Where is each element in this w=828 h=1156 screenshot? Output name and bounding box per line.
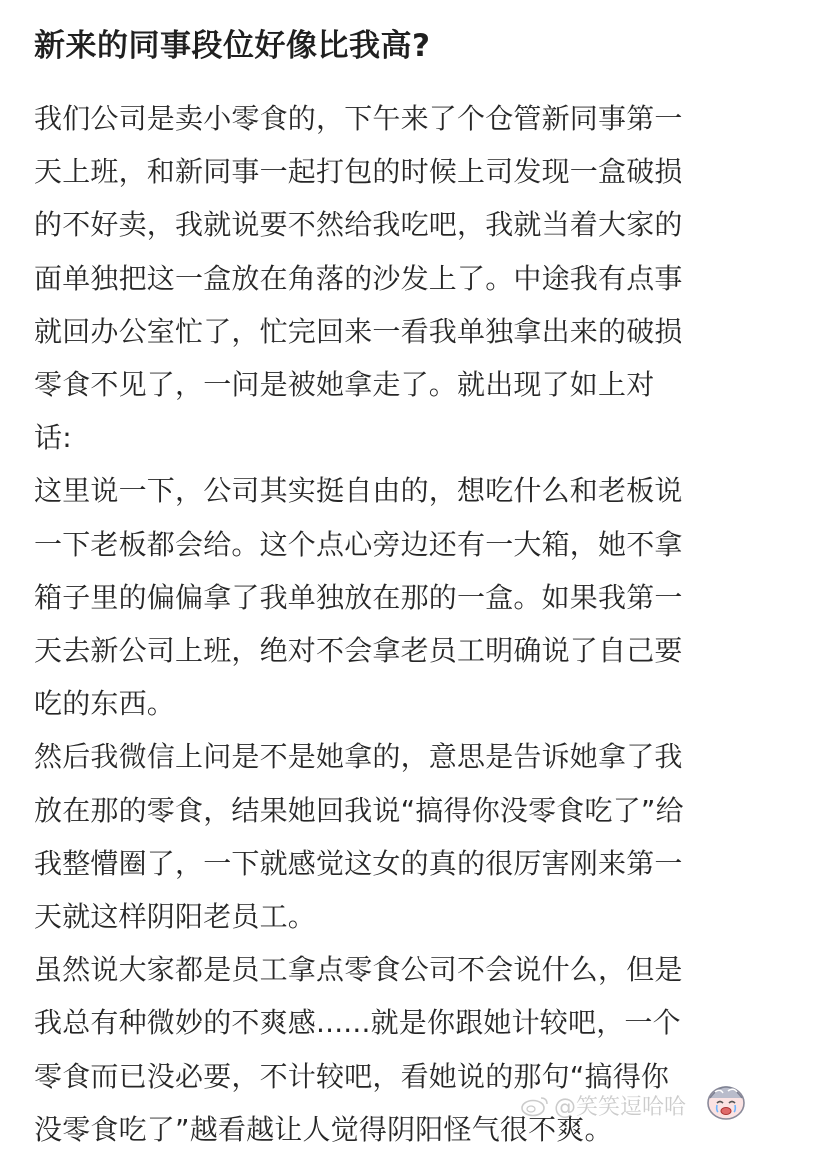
post-body xyxy=(34,92,804,1156)
body-line: 天去新公司上班，绝对不会拿老员工明确说了自己要 xyxy=(34,634,683,668)
body-line: 吃的东西。 xyxy=(34,687,176,721)
post-title: 新来的同事段位好像比我高? xyxy=(34,28,431,64)
body-line: 然后我微信上问是不是她拿的，意思是告诉她拿了我 xyxy=(34,740,683,774)
body-line: 放在那的零食，结果她回我说“搞得你没零食吃了”给 xyxy=(34,793,684,827)
body-line: 我总有种微妙的不爽感......就是你跟她计较吧，一个 xyxy=(34,1006,681,1040)
body-line: 我们公司是卖小零食的，下午来了个仓管新同事第一 xyxy=(34,102,683,135)
body-line: 箱子里的偏偏拿了我单独放在那的一盒。如果我第一 xyxy=(34,580,683,614)
body-line: 天就这样阴阳老员工。 xyxy=(34,900,317,934)
post-card xyxy=(34,22,804,1156)
body-line: 天上班，和新同事一起打包的时候上司发现一盒破损 xyxy=(34,155,683,189)
body-line: 零食不见了，一问是被她拿走了。就出现了如上对 xyxy=(34,368,655,402)
body-line: 就回办公室忙了，忙完回来一看我单独拿出来的破损 xyxy=(34,314,683,348)
body-line: 这里说一下，公司其实挺自由的，想吃什么和老板说 xyxy=(34,474,683,508)
body-line: 面单独把这一盒放在角落的沙发上了。中途我有点事 xyxy=(34,261,683,295)
weibo-icon xyxy=(520,1095,550,1117)
watermark-text: @笑笑逗哈哈 xyxy=(554,1095,687,1120)
body-line: 我整懵圈了，一下就感觉这女的真的很厉害刚来第一 xyxy=(34,846,683,880)
body-line: 的不好卖，我就说要不然给我吃吧，我就当着大家的 xyxy=(34,208,683,242)
watermark xyxy=(520,1090,686,1121)
crying-face-sticker-icon xyxy=(704,1078,748,1122)
body-line: 一下老板都会给。这个点心旁边还有一大箱，她不拿 xyxy=(34,527,683,561)
body-line: 零食而已没必要，不计较吧，看她说的那句“搞得你 xyxy=(34,1059,670,1093)
body-line: 没零食吃了”越看越让人觉得阴阳怪气很不爽。 xyxy=(34,1112,613,1146)
body-line: 话: xyxy=(34,421,72,455)
body-line: 虽然说大家都是员工拿点零食公司不会说什么，但是 xyxy=(34,953,683,987)
